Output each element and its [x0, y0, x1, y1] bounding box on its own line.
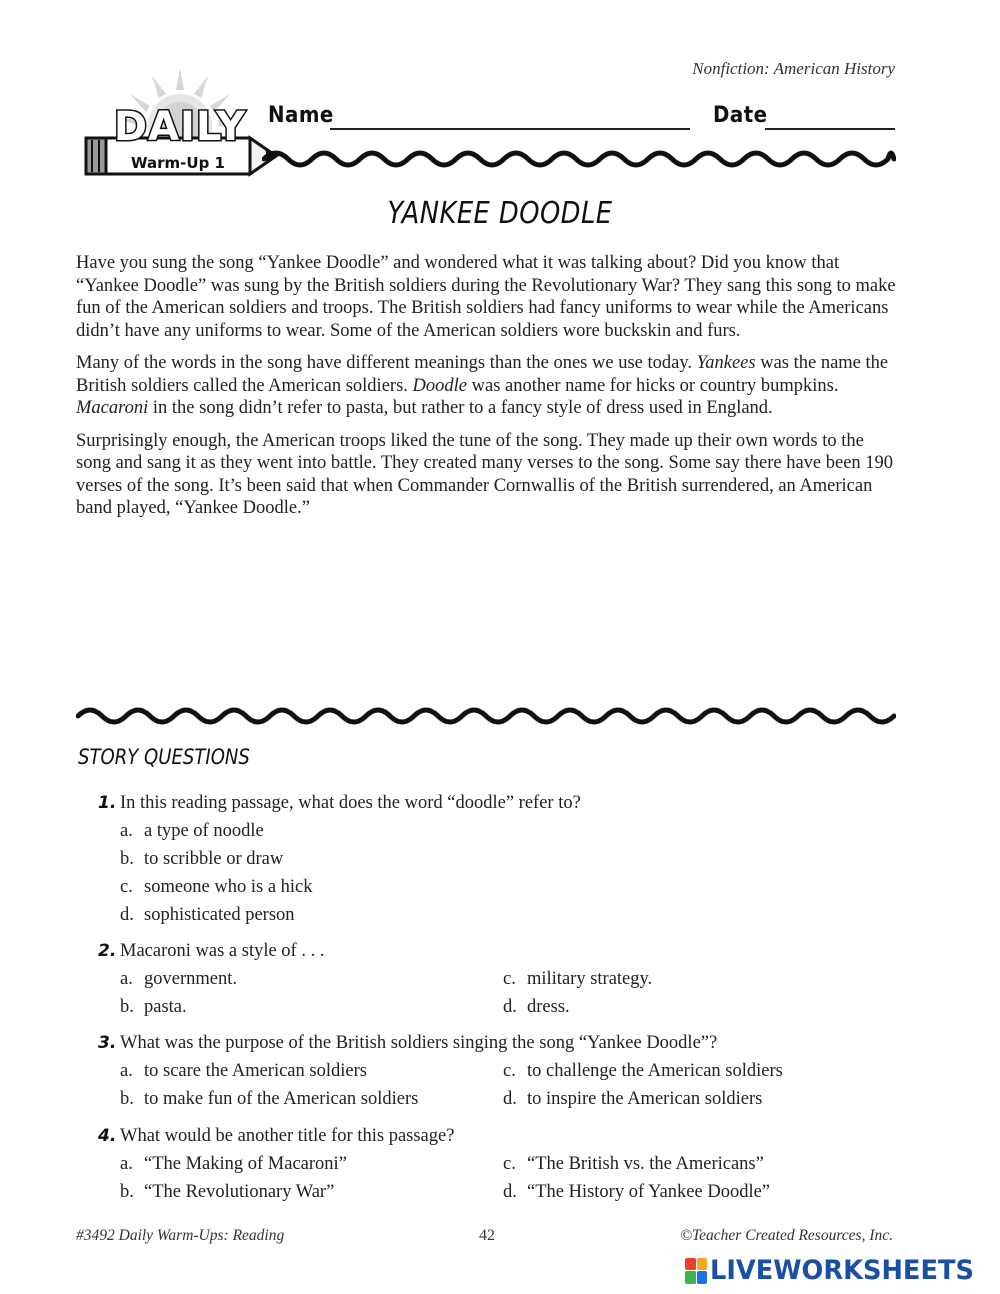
answer-option-2b[interactable]: b. pasta.: [120, 997, 187, 1017]
term-macaroni: Macaroni: [76, 398, 149, 418]
answer-option-2a[interactable]: a. government.: [120, 969, 237, 989]
answer-option-2c[interactable]: c. military strategy.: [503, 969, 653, 989]
footer-copyright: ©Teacher Created Resources, Inc.: [680, 1227, 893, 1244]
header-wave-divider: [262, 146, 896, 172]
passage-paragraph-1: Have you sung the song “Yankee Doodle” and wondered what it was talking about? Did you know that “Yankee Doodle” was sung by the British soldiers during the Revolutionary War? They sang this song to make fun of the American soldiers and troops. The British soldiers had fancy uniforms to wear while the Americans didn’t have any uniforms to wear. Some of the American soldiers wore buckskin and furs.: [76, 253, 896, 341]
liveworksheets-watermark[interactable]: [685, 1255, 988, 1286]
question-text: What would be another title for this passage?: [120, 1126, 455, 1146]
page-title: YANKEE DOODLE: [387, 196, 613, 231]
passage-paragraph-3: Surprisingly enough, the American troops liked the tune of the song. They made up their own words to the song and sang it as they went into battle. They created many verses to the song. Some say there have been 190 verses of the song. It’s been said that when Commander Cornwallis of the British surrendered, an American band played, “Yankee Doodle.”: [76, 430, 894, 518]
question-text: Macaroni was a style of . . .: [120, 941, 325, 961]
term-yankees: Yankees: [696, 353, 756, 373]
logo-word: DAILY: [113, 104, 247, 150]
footer-book-title: #3492 Daily Warm-Ups: Reading: [76, 1227, 285, 1244]
answer-option-1d[interactable]: d. sophisticated person: [120, 905, 295, 925]
answer-option-1a[interactable]: a. a type of noodle: [120, 821, 264, 841]
question-text: What was the purpose of the British soldiers singing the song “Yankee Doodle”?: [120, 1033, 718, 1053]
answer-option-4b[interactable]: b. “The Revolutionary War”: [120, 1182, 335, 1202]
answer-option-4c[interactable]: c. “The British vs. the Americans”: [503, 1154, 764, 1174]
name-label: Name: [268, 103, 334, 128]
answer-option-2d[interactable]: d. dress.: [503, 997, 570, 1017]
logo-subtitle: Warm-Up 1: [131, 154, 225, 172]
answer-option-1b[interactable]: b. to scribble or draw: [120, 849, 284, 869]
question-number: 2.: [98, 941, 117, 961]
question-number: 1.: [98, 793, 117, 813]
term-doodle: Doodle: [412, 375, 467, 396]
reading-passage: [76, 252, 898, 530]
liveworksheets-logo-icon: [685, 1258, 707, 1284]
question-text: In this reading passage, what does the word “doodle” refer to?: [120, 793, 581, 813]
answer-option-3c[interactable]: c. to challenge the American soldiers: [503, 1061, 783, 1081]
answer-option-4d[interactable]: d. “The History of Yankee Doodle”: [503, 1182, 771, 1202]
answer-option-4a[interactable]: a. “The Making of Macaroni”: [120, 1154, 347, 1174]
section-wave-divider: [76, 703, 896, 729]
passage-paragraph-2: Many of the words in the song have different meanings than the ones we use today. Yankees was the name the British soldiers called the American soldiers. Doodle was another name for hicks or country bumpkins. Macaroni in the song didn’t refer to pasta, but rather to a fancy style of dress used in England.: [76, 353, 889, 418]
answer-option-3d[interactable]: d. to inspire the American soldiers: [503, 1089, 763, 1109]
category-label: Nonfiction: American History: [692, 59, 895, 78]
name-field[interactable]: [330, 128, 690, 130]
page-number: 42: [479, 1227, 495, 1244]
daily-warmup-logo: [80, 60, 280, 190]
story-questions-heading: STORY QUESTIONS: [78, 745, 250, 769]
date-label: Date: [713, 103, 768, 128]
answer-option-3a[interactable]: a. to scare the American soldiers: [120, 1061, 367, 1081]
liveworksheets-text: LIVEWORKSHEETS: [710, 1255, 975, 1286]
question-number: 4.: [98, 1126, 117, 1146]
question-number: 3.: [98, 1033, 117, 1053]
date-field[interactable]: [765, 128, 895, 130]
answer-option-3b[interactable]: b. to make fun of the American soldiers: [120, 1089, 419, 1109]
answer-option-1c[interactable]: c. someone who is a hick: [120, 877, 313, 897]
